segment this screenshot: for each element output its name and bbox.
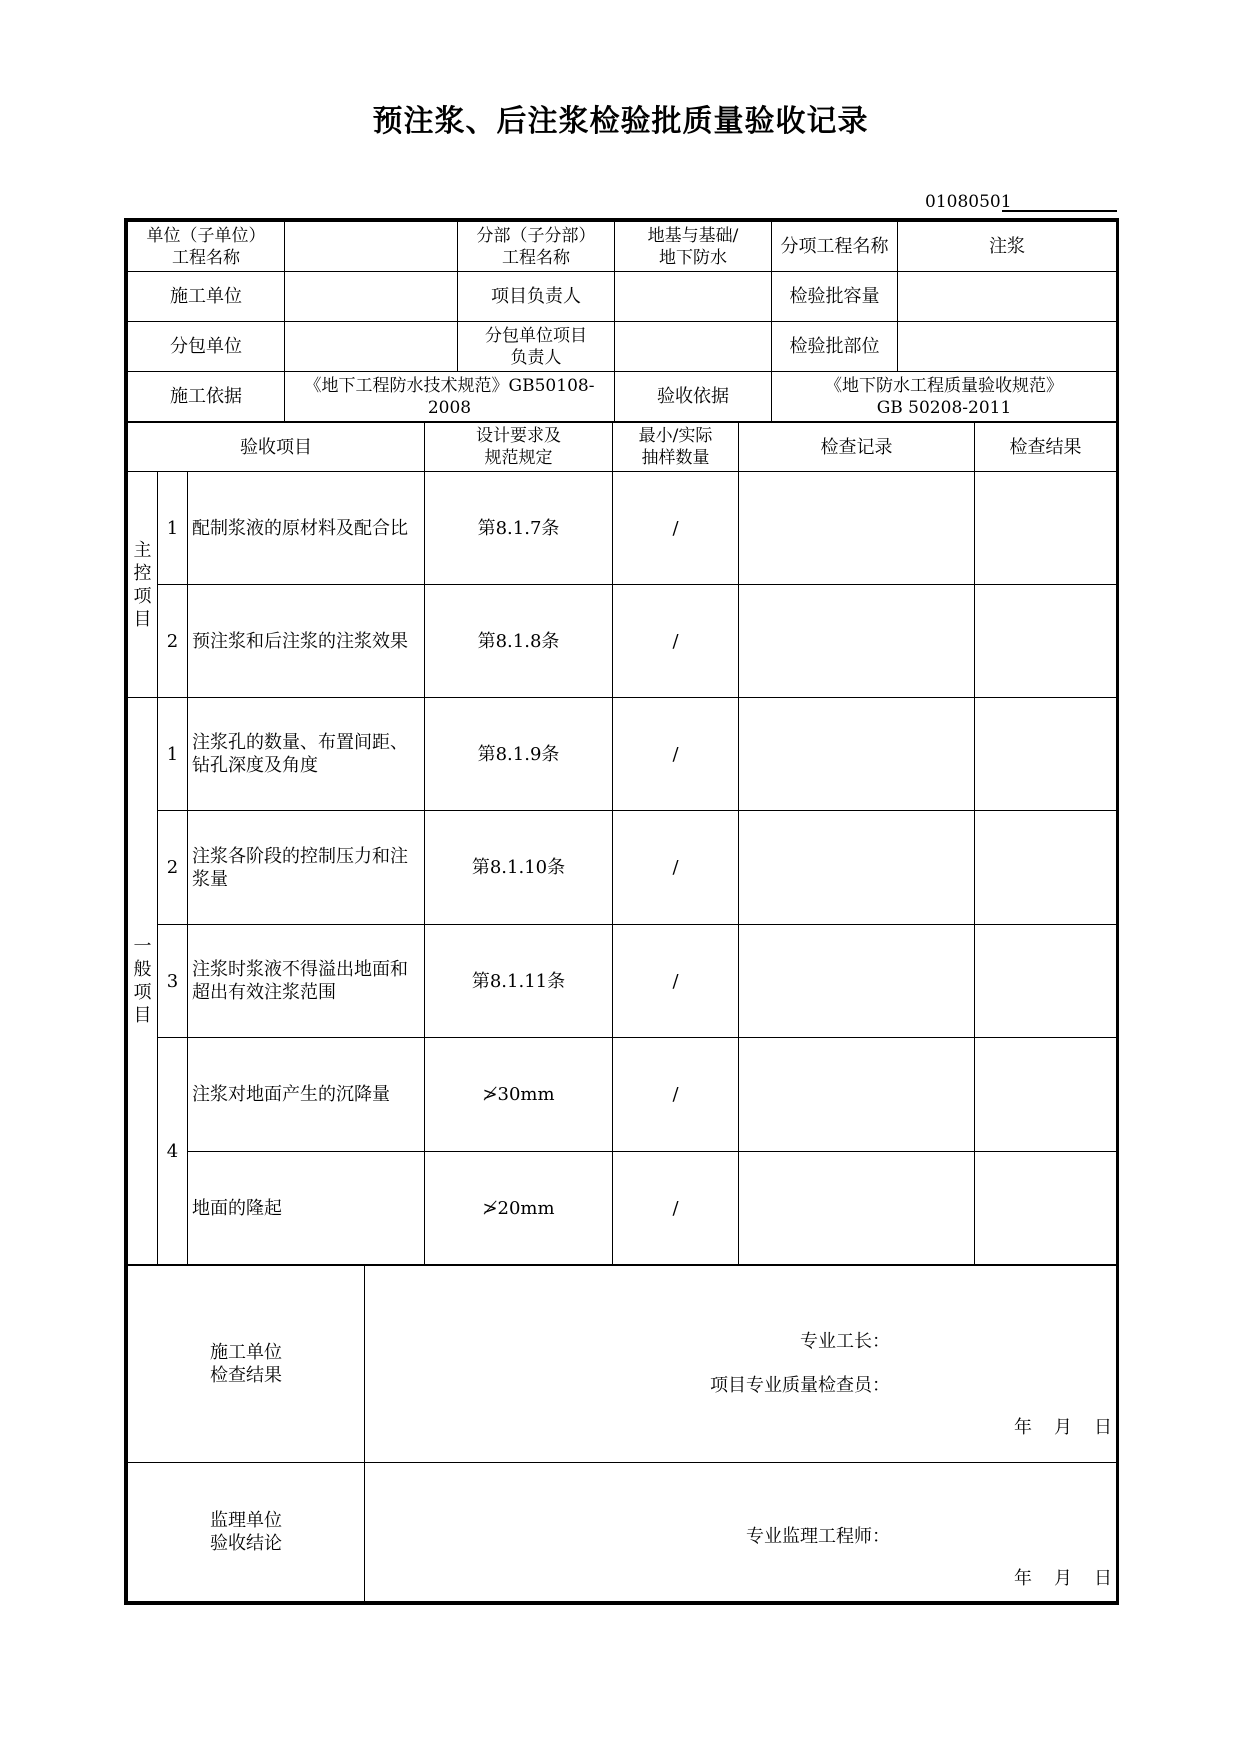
- item-spec: 第8.1.7条: [425, 472, 613, 585]
- items-table: [127, 422, 1117, 1265]
- table-row: [128, 811, 1117, 925]
- row-number: 2: [158, 585, 188, 698]
- construction-check-area[interactable]: [365, 1266, 1117, 1463]
- item-record[interactable]: [739, 811, 975, 925]
- sub-pm-value[interactable]: [615, 322, 772, 372]
- item-project-label: 分项工程名称: [772, 222, 898, 272]
- project-manager-value[interactable]: [615, 272, 772, 322]
- row-number: 1: [158, 472, 188, 585]
- item-result[interactable]: [975, 925, 1117, 1038]
- row-number: 4: [158, 1038, 188, 1265]
- basis-value: 《地下工程防水技术规范》GB50108- 2008: [285, 372, 615, 422]
- item-result[interactable]: [975, 585, 1117, 698]
- item-sample[interactable]: /: [613, 585, 739, 698]
- item-description: 注浆孔的数量、布置间距、钻孔深度及角度: [188, 698, 425, 811]
- item-record[interactable]: [739, 698, 975, 811]
- acceptance-basis-label: 验收依据: [615, 372, 772, 422]
- item-result[interactable]: [975, 1152, 1117, 1265]
- item-result[interactable]: [975, 1038, 1117, 1152]
- acceptance-form: [124, 218, 1119, 1605]
- page-title: 预注浆、后注浆检验批质量验收记录: [372, 104, 869, 139]
- item-spec: ≯30mm: [425, 1038, 613, 1152]
- supervision-date: [992, 1567, 1112, 1590]
- constructor-value[interactable]: [285, 272, 458, 322]
- sub-project-value[interactable]: 地基与基础/ 地下防水: [615, 222, 772, 272]
- row-number: 3: [158, 925, 188, 1038]
- day-label: 日: [1094, 1417, 1112, 1438]
- construction-check-label: 施工单位 检查结果: [128, 1266, 365, 1463]
- item-record[interactable]: [739, 585, 975, 698]
- form-code: 01080501: [925, 192, 1012, 212]
- item-description: 注浆时浆液不得溢出地面和超出有效注浆范围: [188, 925, 425, 1038]
- constructor-label: 施工单位: [128, 272, 285, 322]
- item-result[interactable]: [975, 811, 1117, 925]
- item-spec: 第8.1.8条: [425, 585, 613, 698]
- basis-label: 施工依据: [128, 372, 285, 422]
- sub-project-label: 分部（子分部） 工程名称: [458, 222, 615, 272]
- table-row: [128, 698, 1117, 811]
- item-record[interactable]: [739, 1038, 975, 1152]
- item-sample[interactable]: /: [613, 698, 739, 811]
- acceptance-basis-value: 《地下防水工程质量验收规范》 GB 50208-2011: [772, 372, 1117, 422]
- item-description: 预注浆和后注浆的注浆效果: [188, 585, 425, 698]
- item-sample[interactable]: /: [613, 1038, 739, 1152]
- item-record[interactable]: [739, 472, 975, 585]
- item-spec: 第8.1.9条: [425, 698, 613, 811]
- item-spec: 第8.1.10条: [425, 811, 613, 925]
- item-description: 注浆各阶段的控制压力和注浆量: [188, 811, 425, 925]
- table-row: [128, 925, 1117, 1038]
- capacity-value[interactable]: [898, 272, 1117, 322]
- item-spec: 第8.1.11条: [425, 925, 613, 1038]
- supervision-label: 监理单位 验收结论: [128, 1463, 365, 1602]
- location-value[interactable]: [898, 322, 1117, 372]
- item-result[interactable]: [975, 698, 1117, 811]
- item-description: 地面的隆起: [188, 1152, 425, 1265]
- foreman-label: 专业工长：: [800, 1331, 890, 1352]
- row-number: 2: [158, 811, 188, 925]
- subcontractor-label: 分包单位: [128, 322, 285, 372]
- item-spec: ≯20mm: [425, 1152, 613, 1265]
- table-row: [128, 585, 1117, 698]
- col-sample: 最小/实际 抽样数量: [613, 423, 739, 472]
- col-item: 验收项目: [128, 423, 425, 472]
- row-number: 1: [158, 698, 188, 811]
- unit-label: 单位（子单位） 工程名称: [128, 222, 285, 272]
- year-label: 年: [1014, 1568, 1032, 1589]
- col-result: 检查结果: [975, 423, 1117, 472]
- month-label: 月: [1054, 1417, 1072, 1438]
- form-code-underline: [1002, 210, 1117, 212]
- project-manager-label: 项目负责人: [458, 272, 615, 322]
- signature-table: [127, 1265, 1117, 1602]
- general-label: 一 般 项 目: [128, 698, 158, 1265]
- item-result[interactable]: [975, 472, 1117, 585]
- col-record: 检查记录: [739, 423, 975, 472]
- capacity-label: 检验批容量: [772, 272, 898, 322]
- item-project-value[interactable]: 注浆: [898, 222, 1117, 272]
- table-row: [128, 1152, 1117, 1265]
- main-control-label: 主 控 项 目: [128, 472, 158, 698]
- item-record[interactable]: [739, 925, 975, 1038]
- table-row: [128, 1038, 1117, 1152]
- item-sample[interactable]: /: [613, 472, 739, 585]
- item-description: 注浆对地面产生的沉降量: [188, 1038, 425, 1152]
- location-label: 检验批部位: [772, 322, 898, 372]
- supervision-area[interactable]: [365, 1463, 1117, 1602]
- item-sample[interactable]: /: [613, 811, 739, 925]
- subcontractor-value[interactable]: [285, 322, 458, 372]
- unit-value[interactable]: [285, 222, 458, 272]
- item-sample[interactable]: /: [613, 925, 739, 1038]
- day-label: 日: [1094, 1568, 1112, 1589]
- supervision-engineer-label: 专业监理工程师：: [746, 1526, 890, 1547]
- col-design: 设计要求及 规范规定: [425, 423, 613, 472]
- item-sample[interactable]: /: [613, 1152, 739, 1265]
- quality-inspector-label: 项目专业质量检查员：: [710, 1375, 890, 1396]
- construction-date: [992, 1416, 1112, 1439]
- header-table: [127, 221, 1117, 422]
- item-record[interactable]: [739, 1152, 975, 1265]
- item-description: 配制浆液的原材料及配合比: [188, 472, 425, 585]
- sub-pm-label: 分包单位项目 负责人: [458, 322, 615, 372]
- month-label: 月: [1054, 1568, 1072, 1589]
- year-label: 年: [1014, 1417, 1032, 1438]
- table-row: [128, 472, 1117, 585]
